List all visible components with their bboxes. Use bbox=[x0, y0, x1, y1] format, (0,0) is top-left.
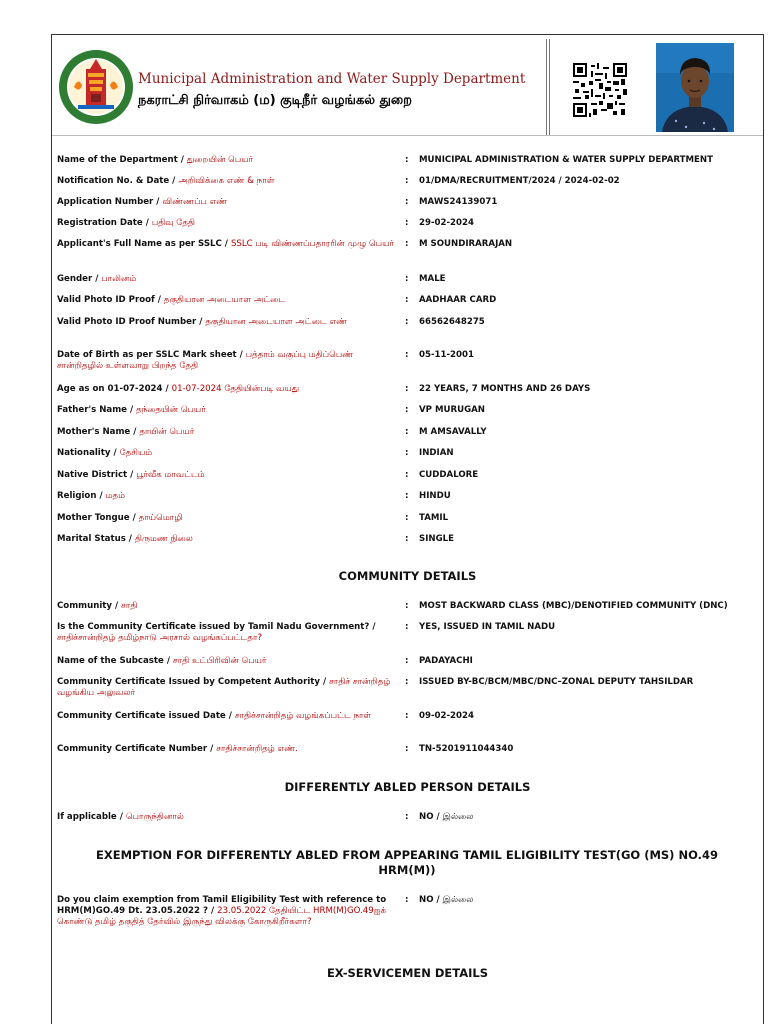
field-label-english: Name of the Department / bbox=[57, 155, 187, 165]
colon-separator: : bbox=[405, 513, 409, 523]
field-label-english: Applicant's Full Name as per SSLC / bbox=[57, 239, 231, 249]
applicant-photo bbox=[656, 43, 734, 132]
field-label bbox=[57, 513, 400, 524]
tamil-nadu-emblem-icon bbox=[56, 47, 136, 127]
section-heading: DIFFERENTLY ABLED PERSON DETAILS bbox=[284, 780, 531, 794]
field-label-tamil: 01-07-2024 தேதியின்படி வயது bbox=[171, 384, 300, 394]
colon-separator: : bbox=[405, 622, 409, 632]
field-label-english: Native District / bbox=[57, 470, 137, 480]
colon-separator: : bbox=[405, 218, 409, 228]
field-label-tamil: அறிவிக்கை எண் & நாள் bbox=[178, 176, 275, 186]
field-label-tamil: திருமண நிலை bbox=[134, 534, 193, 544]
field-value-text: NO / bbox=[419, 812, 443, 822]
field-label-tamil: சாதிச் சான்றிதழ் வழங்கிய அலுவலர் bbox=[57, 677, 391, 698]
field-value bbox=[419, 384, 759, 395]
field-value-text: MAWS24139071 bbox=[419, 197, 498, 207]
field-label bbox=[57, 622, 400, 644]
field-label-tamil: தாயின் பெயர் bbox=[139, 427, 195, 437]
application-document bbox=[51, 34, 764, 1024]
colon-separator: : bbox=[405, 176, 409, 186]
colon-separator: : bbox=[405, 295, 409, 305]
field-value-text: ISSUED BY-BC/BCM/MBC/DNC–ZONAL DEPUTY TAHSILDAR bbox=[419, 677, 694, 687]
field-label-english: Is the Community Certificate issued by Tamil Nadu Government? / bbox=[57, 622, 376, 632]
department-title-english: Municipal Administration and Water Supply Department bbox=[138, 71, 526, 87]
field-value bbox=[419, 317, 759, 328]
field-label bbox=[57, 448, 400, 459]
field-value bbox=[419, 239, 759, 250]
field-value bbox=[419, 448, 759, 459]
field-value-text: MUNICIPAL ADMINISTRATION & WATER SUPPLY DEPARTMENT bbox=[419, 155, 713, 165]
field-label-tamil: சாதி bbox=[121, 601, 138, 611]
field-label bbox=[57, 534, 400, 545]
field-value-text: 09-02-2024 bbox=[419, 711, 474, 721]
colon-separator: : bbox=[405, 534, 409, 544]
field-label-tamil: பாலினம் bbox=[101, 274, 137, 284]
field-label-tamil: பொருந்தினால் bbox=[125, 812, 184, 822]
field-label bbox=[57, 711, 400, 722]
field-label-tamil: தந்தையின் பெயர் bbox=[136, 405, 206, 415]
field-label-english: Notification No. & Date / bbox=[57, 176, 179, 186]
field-value-text: M AMSAVALLY bbox=[419, 427, 487, 437]
field-label-tamil: தகுதியான அடையாள அட்டை எண் bbox=[205, 317, 348, 327]
field-label-english: Marital Status / bbox=[57, 534, 135, 544]
field-label-tamil: சாதிச்சான்றிதழ் தமிழ்நாடு அரசால் வழங்கப்பட்டதா? bbox=[57, 633, 263, 643]
field-label bbox=[57, 427, 400, 438]
field-value bbox=[419, 218, 759, 229]
field-value bbox=[419, 197, 759, 208]
field-value bbox=[419, 274, 759, 285]
field-value bbox=[419, 534, 759, 545]
field-value bbox=[419, 350, 759, 361]
field-value bbox=[419, 744, 759, 755]
field-value bbox=[419, 601, 759, 612]
field-label-tamil: பத்தாம் வகுப்பு மதிப்பெண் சான்றிதழில் உள்ளவாறு பிறந்த தேதி bbox=[57, 350, 354, 371]
colon-separator: : bbox=[405, 744, 409, 754]
field-value bbox=[419, 295, 759, 306]
header-divider bbox=[549, 39, 550, 135]
field-label bbox=[57, 470, 400, 481]
field-label-english: Community Certificate Issued by Competent Authority / bbox=[57, 677, 330, 687]
field-value-text: PADAYACHI bbox=[419, 656, 473, 666]
field-label-tamil: துறையின் பெயர் bbox=[186, 155, 254, 165]
field-value-tamil: இல்லை bbox=[442, 895, 474, 905]
field-value-text: 22 YEARS, 7 MONTHS AND 26 DAYS bbox=[419, 384, 591, 394]
field-label-english: Community Certificate issued Date / bbox=[57, 711, 235, 721]
field-label-english: Date of Birth as per SSLC Mark sheet / bbox=[57, 350, 246, 360]
field-label-english: Application Number / bbox=[57, 197, 163, 207]
field-label-tamil: மதம் bbox=[105, 491, 126, 501]
colon-separator: : bbox=[405, 895, 409, 905]
field-value bbox=[419, 155, 759, 166]
qr-code-icon bbox=[573, 63, 627, 117]
field-value-text: YES, ISSUED IN TAMIL NADU bbox=[419, 622, 556, 632]
field-label-english: Nationality / bbox=[57, 448, 120, 458]
field-label bbox=[57, 491, 400, 502]
field-label-tamil: சாதிச்சான்றிதழ் எண். bbox=[216, 744, 298, 754]
field-label bbox=[57, 350, 400, 372]
colon-separator: : bbox=[405, 470, 409, 480]
field-value bbox=[419, 711, 759, 722]
field-label-english: Religion / bbox=[57, 491, 106, 501]
field-value-text: TN-5201911044340 bbox=[419, 744, 514, 754]
field-label-english: Do you claim exemption from Tamil Eligibility Test with reference to HRM(M)GO.49 Dt. 23.05.2022 ? / bbox=[57, 895, 387, 916]
field-label-tamil: தகுதியான அடையாள அட்டை bbox=[163, 295, 286, 305]
field-value-text: 29-02-2024 bbox=[419, 218, 474, 228]
colon-separator: : bbox=[405, 656, 409, 666]
field-label bbox=[57, 155, 400, 166]
field-label bbox=[57, 295, 400, 306]
field-label-english: Registration Date / bbox=[57, 218, 152, 228]
field-label-english: If applicable / bbox=[57, 812, 126, 822]
field-label-english: Age as on 01-07-2024 / bbox=[57, 384, 172, 394]
colon-separator: : bbox=[405, 155, 409, 165]
field-label-english: Father's Name / bbox=[57, 405, 137, 415]
field-label-tamil: சாதிச்சான்றிதழ் வழங்கப்பட்ட நாள் bbox=[234, 711, 372, 721]
field-value bbox=[419, 513, 759, 524]
field-value-text: 66562648275 bbox=[419, 317, 485, 327]
colon-separator: : bbox=[405, 239, 409, 249]
colon-separator: : bbox=[405, 350, 409, 360]
field-label-tamil: தாய்மொழி bbox=[138, 513, 183, 523]
field-value bbox=[419, 491, 759, 502]
field-label bbox=[57, 895, 400, 928]
colon-separator: : bbox=[405, 711, 409, 721]
colon-separator: : bbox=[405, 405, 409, 415]
section-heading: EX-SERVICEMEN DETAILS bbox=[326, 966, 489, 980]
field-value-text: VP MURUGAN bbox=[419, 405, 485, 415]
field-value bbox=[419, 677, 759, 688]
colon-separator: : bbox=[405, 812, 409, 822]
field-value bbox=[419, 622, 759, 633]
field-label-english: Gender / bbox=[57, 274, 102, 284]
field-label bbox=[57, 677, 400, 699]
field-label bbox=[57, 317, 400, 328]
colon-separator: : bbox=[405, 274, 409, 284]
field-label-english: Mother Tongue / bbox=[57, 513, 139, 523]
header-divider bbox=[546, 39, 547, 135]
department-title-tamil: நகராட்சி நிர்வாகம் (ம) குடிநீர் வழங்கல் துறை bbox=[138, 93, 412, 108]
section-heading: COMMUNITY DETAILS bbox=[338, 569, 477, 583]
field-label-english: Community / bbox=[57, 601, 122, 611]
field-label-english: Valid Photo ID Proof / bbox=[57, 295, 164, 305]
colon-separator: : bbox=[405, 491, 409, 501]
section-heading: EXEMPTION FOR DIFFERENTLY ABLED FROM APPEARING TAMIL ELIGIBILITY TEST(GO (MS) NO.49 HRM(M)) bbox=[96, 848, 718, 877]
field-value-text: CUDDALORE bbox=[419, 470, 479, 480]
field-label-tamil: விண்ணப்ப எண் bbox=[162, 197, 228, 207]
field-value-tamil: இல்லை bbox=[442, 812, 474, 822]
field-value bbox=[419, 895, 759, 906]
header-divider bbox=[52, 135, 763, 136]
field-label bbox=[57, 405, 400, 416]
field-value-text: AADHAAR CARD bbox=[419, 295, 497, 305]
field-value bbox=[419, 176, 759, 187]
field-value-text: INDIAN bbox=[419, 448, 454, 458]
field-value bbox=[419, 427, 759, 438]
colon-separator: : bbox=[405, 197, 409, 207]
field-value bbox=[419, 656, 759, 667]
field-label bbox=[57, 812, 400, 823]
field-label bbox=[57, 176, 400, 187]
field-value bbox=[419, 812, 759, 823]
colon-separator: : bbox=[405, 427, 409, 437]
field-label-tamil: தேசியம் bbox=[119, 448, 153, 458]
field-value-text: SINGLE bbox=[419, 534, 454, 544]
field-value-text: MOST BACKWARD CLASS (MBC)/DENOTIFIED COMMUNITY (DNC) bbox=[419, 601, 728, 611]
field-label bbox=[57, 744, 400, 755]
field-value-text: TAMIL bbox=[419, 513, 449, 523]
colon-separator: : bbox=[405, 677, 409, 687]
field-label-english: Community Certificate Number / bbox=[57, 744, 217, 754]
field-label-english: Valid Photo ID Proof Number / bbox=[57, 317, 206, 327]
colon-separator: : bbox=[405, 448, 409, 458]
colon-separator: : bbox=[405, 384, 409, 394]
field-label-tamil: 23.05.2022 தேதியிட்ட HRM(M)GO.49ஐக் கொண்டு தமிழ் தகுதித் தேர்வில் இருந்து விலக்கு கோருகிறீர்களா? bbox=[57, 906, 387, 927]
field-value-text: 01/DMA/RECRUITMENT/2024 / 2024-02-02 bbox=[419, 176, 620, 186]
field-label-tamil: சாதி உட்பிரிவின் பெயர் bbox=[172, 656, 267, 666]
field-label-tamil: பதிவு தேதி bbox=[151, 218, 196, 228]
field-value-text: MALE bbox=[419, 274, 446, 284]
field-label bbox=[57, 239, 400, 250]
colon-separator: : bbox=[405, 317, 409, 327]
field-value-text: NO / bbox=[419, 895, 443, 905]
colon-separator: : bbox=[405, 601, 409, 611]
field-label-english: Name of the Subcaste / bbox=[57, 656, 173, 666]
field-value-text: M SOUNDIRARAJAN bbox=[419, 239, 513, 249]
field-label bbox=[57, 197, 400, 208]
field-value-text: 05-11-2001 bbox=[419, 350, 474, 360]
field-label bbox=[57, 274, 400, 285]
field-label bbox=[57, 384, 400, 395]
field-value bbox=[419, 470, 759, 481]
document-header bbox=[52, 35, 763, 135]
field-value-text: HINDU bbox=[419, 491, 451, 501]
field-label bbox=[57, 218, 400, 229]
field-label bbox=[57, 656, 400, 667]
field-label-tamil: SSLC படி விண்ணப்பதாரரின் முழு பெயர் bbox=[230, 239, 394, 249]
field-label bbox=[57, 601, 400, 612]
field-value bbox=[419, 405, 759, 416]
field-label-tamil: பூர்வீக மாவட்டம் bbox=[136, 470, 205, 480]
field-label-english: Mother's Name / bbox=[57, 427, 140, 437]
